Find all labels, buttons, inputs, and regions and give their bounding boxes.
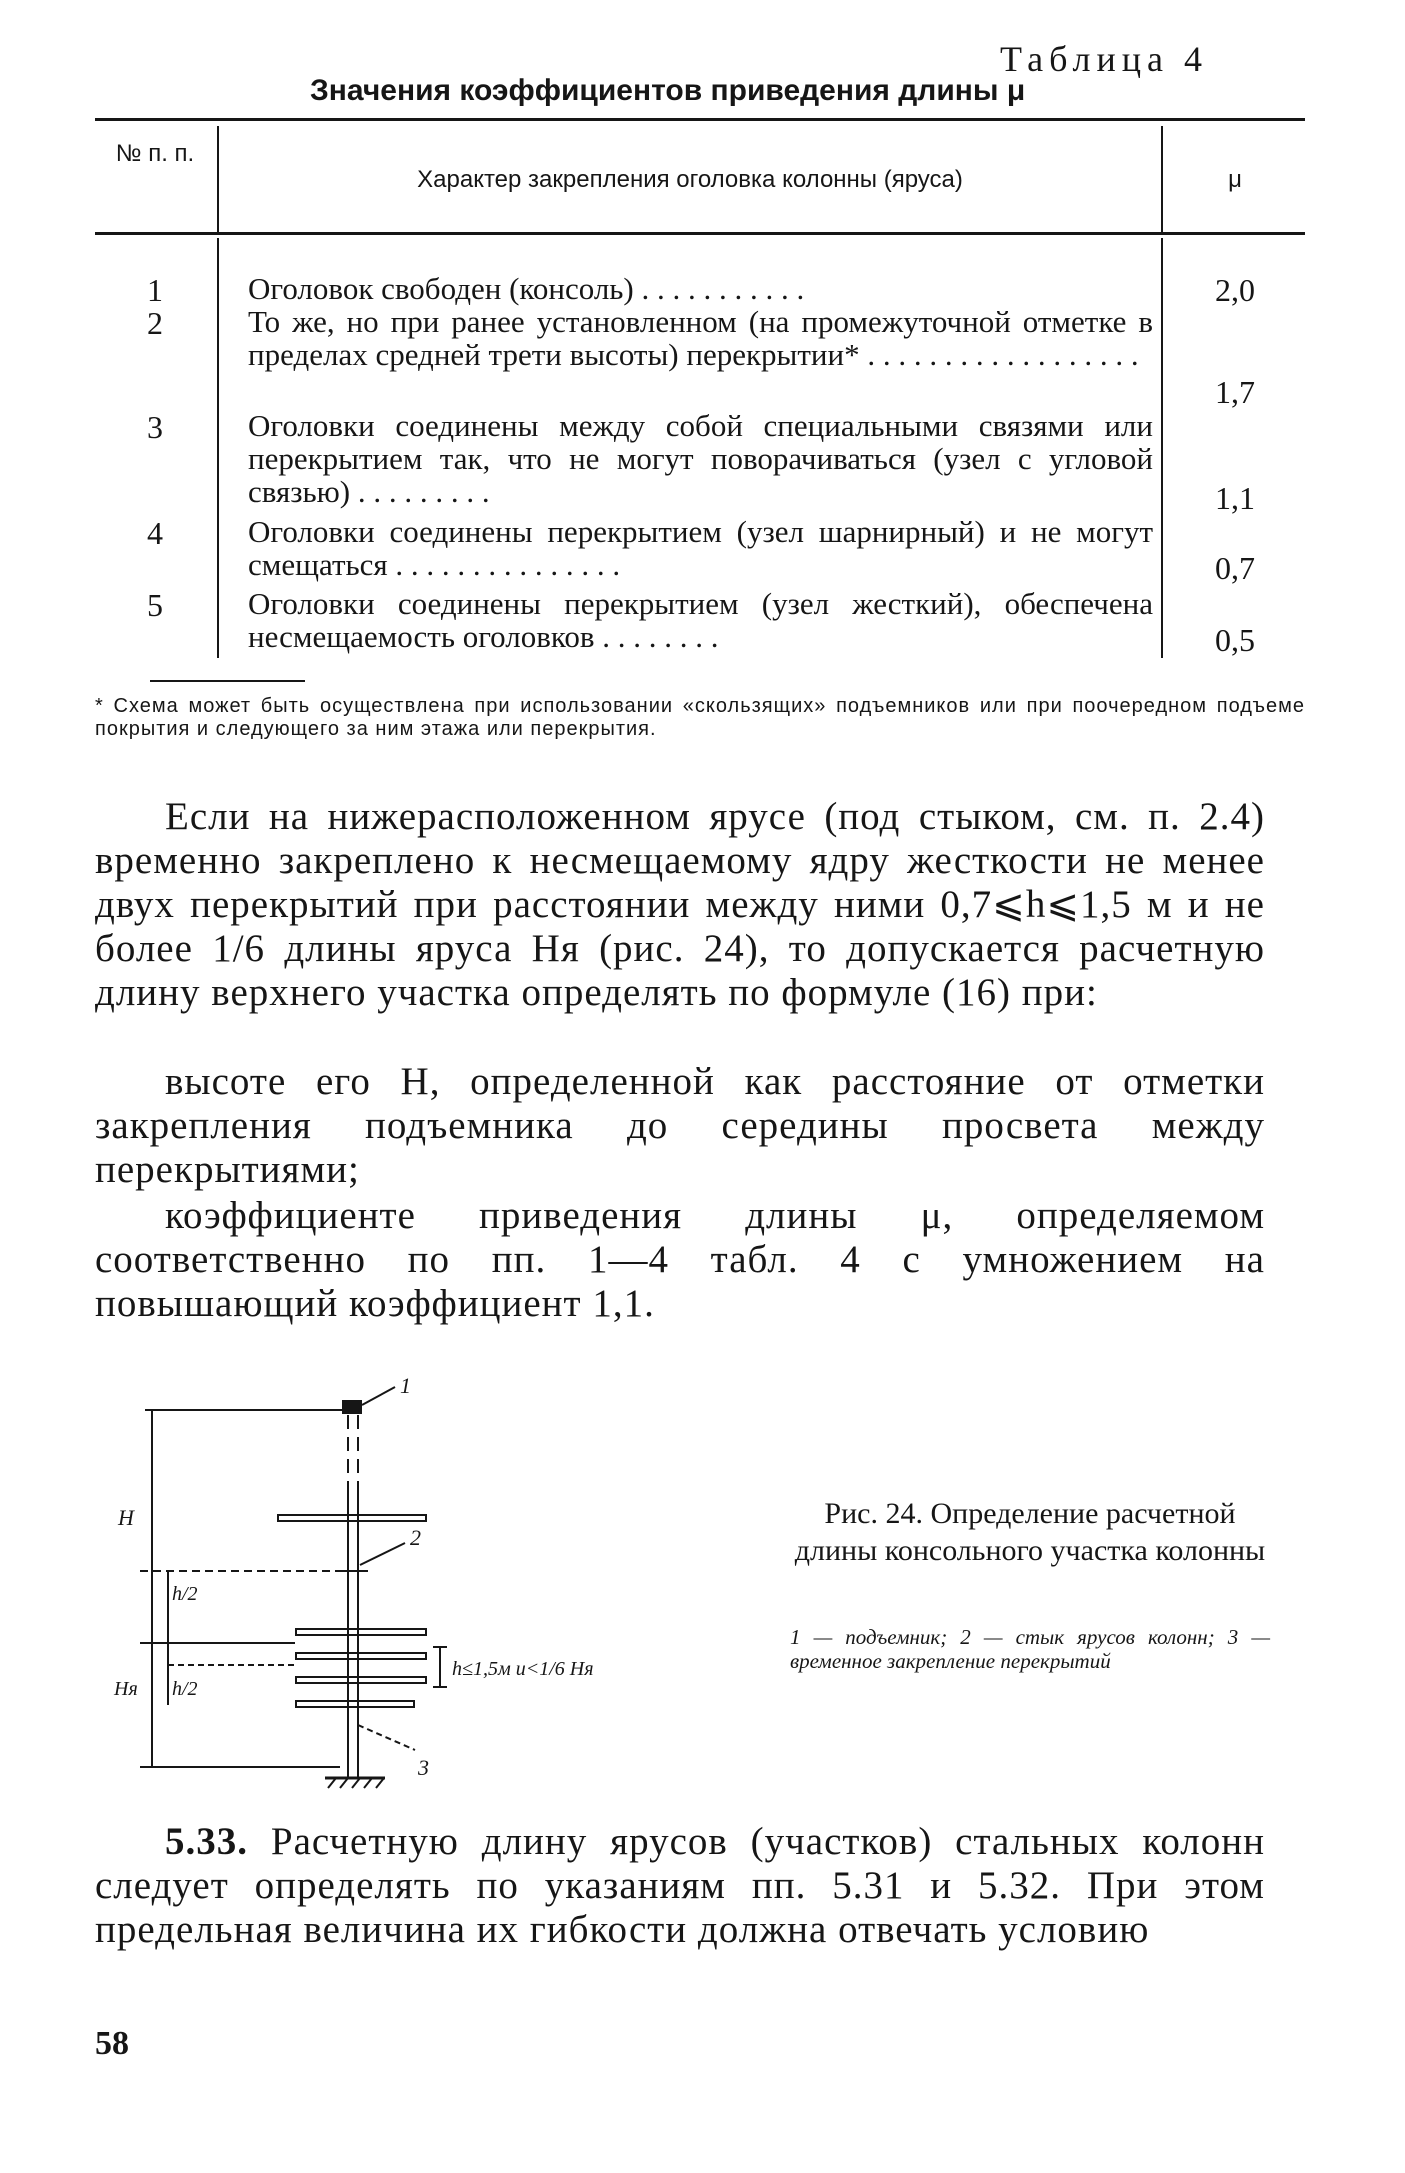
floor-slab — [296, 1629, 426, 1635]
row-num: 4 — [147, 515, 163, 551]
row-desc: Оголовки соединены перекрытием (узел шарнирный) и не могут смещаться . . . . . . . . . . . . . . . — [248, 514, 1153, 582]
leader-2 — [360, 1543, 405, 1565]
footnote: * Схема может быть осуществлена при использовании «скользящих» подъемников или при поочередном подъеме покрытия и следующего за ним этажа или перекрытия. — [95, 695, 1305, 740]
row-num: 2 — [147, 305, 163, 341]
label-condition: h≤1,5м и<1/6 Hя — [452, 1658, 594, 1680]
table-title: Значения коэффициентов приведения длины μ — [310, 74, 1026, 107]
label-2: 2 — [410, 1525, 421, 1550]
label-1: 1 — [400, 1375, 411, 1398]
footnote-rule — [150, 680, 305, 682]
label-Hya: Hя — [114, 1678, 138, 1700]
lifter-mark — [343, 1401, 361, 1413]
leader-3 — [358, 1725, 415, 1750]
table-col-divider-1 — [217, 126, 219, 232]
floor-slab — [296, 1653, 426, 1659]
table-header-rule — [95, 232, 1305, 235]
section-text: Расчетную длину ярусов (участков) стальных колонн следует определять по указаниям пп. 5.31 и 5.32. При этом предельная величина их гибкости должна отвечать условию — [95, 1820, 1266, 1951]
figure-caption-title: Рис. 24. Определение расчетной длины консольного участка колонны — [794, 1497, 1266, 1567]
table-body-divider-2 — [1161, 238, 1163, 658]
page-number: 58 — [95, 2025, 129, 2062]
row-mu: 1,1 — [1215, 480, 1255, 516]
row-desc: Оголовок свободен (консоль) . . . . . . . . . . . — [248, 271, 805, 306]
figure-caption-legend: 1 — подъемник; 2 — стык ярусов колонн; 3 — временное закрепление перекрытий — [790, 1625, 1270, 1673]
row-mu: 0,5 — [1215, 622, 1255, 658]
label-h2-lower: h/2 — [172, 1678, 198, 1700]
table-label: Таблица 4 — [1000, 39, 1208, 79]
floor-slab-upper — [278, 1515, 426, 1521]
section-number: 5.33. — [165, 1820, 248, 1863]
leader-1 — [362, 1387, 395, 1405]
paragraph: высоте его H, определенной как расстояние от отметки закрепления подъемника до середины просвета между перекрытиями; — [95, 1060, 1265, 1191]
label-H: H — [118, 1505, 134, 1530]
label-3: 3 — [418, 1755, 429, 1780]
header-num: № п. п. — [115, 140, 195, 167]
floor-slab — [296, 1701, 414, 1707]
header-mu: μ — [1228, 166, 1242, 193]
paragraph: коэффициенте приведения длины μ, определяемом соответственно по пп. 1—4 табл. 4 с умножением на повышающий коэффициент 1,1. — [95, 1194, 1265, 1325]
row-mu: 2,0 — [1215, 272, 1255, 308]
section-5-33 — [95, 1820, 1265, 1952]
table-top-rule — [95, 118, 1305, 121]
row-mu: 1,7 — [1215, 374, 1255, 410]
paragraph: Если на нижерасположенном ярусе (под стыком, см. п. 2.4) временно закреплено к несмещаемому ядру жесткости не менее двух перекрытий при расстоянии между ними 0,7⩽h⩽1,5 м и не более 1/6 длины яруса Hя (рис. 24), то допускается расчетную длину верхнего участка определять по формуле (16) при: — [95, 795, 1265, 1014]
row-desc: Оголовки соединены между собой специальными связями или перекрытием так, что не могут поворачиваться (узел с угловой связью) . . . . . . . . . — [248, 408, 1153, 509]
row-desc: То же, но при ранее установленном (на промежуточной отметке в пределах средней трети высоты) перекрытии* . . . . . . . . . . . . . . . . . . — [248, 304, 1153, 372]
row-desc: Оголовки соединены перекрытием (узел жесткий), обеспечена несмещаемость оголовков . . . . . . . . — [248, 586, 1153, 654]
floor-slab — [296, 1677, 426, 1683]
table-body-divider-1 — [217, 238, 219, 658]
table-col-divider-2 — [1161, 126, 1163, 232]
row-num: 5 — [147, 587, 163, 623]
row-num: 3 — [147, 409, 163, 445]
row-mu: 0,7 — [1215, 550, 1255, 586]
label-h2-upper: h/2 — [172, 1583, 198, 1605]
row-num: 1 — [147, 272, 163, 308]
figure-24-diagram — [100, 1375, 780, 1795]
header-desc: Характер закрепления оголовка колонны (яруса) — [417, 166, 963, 193]
